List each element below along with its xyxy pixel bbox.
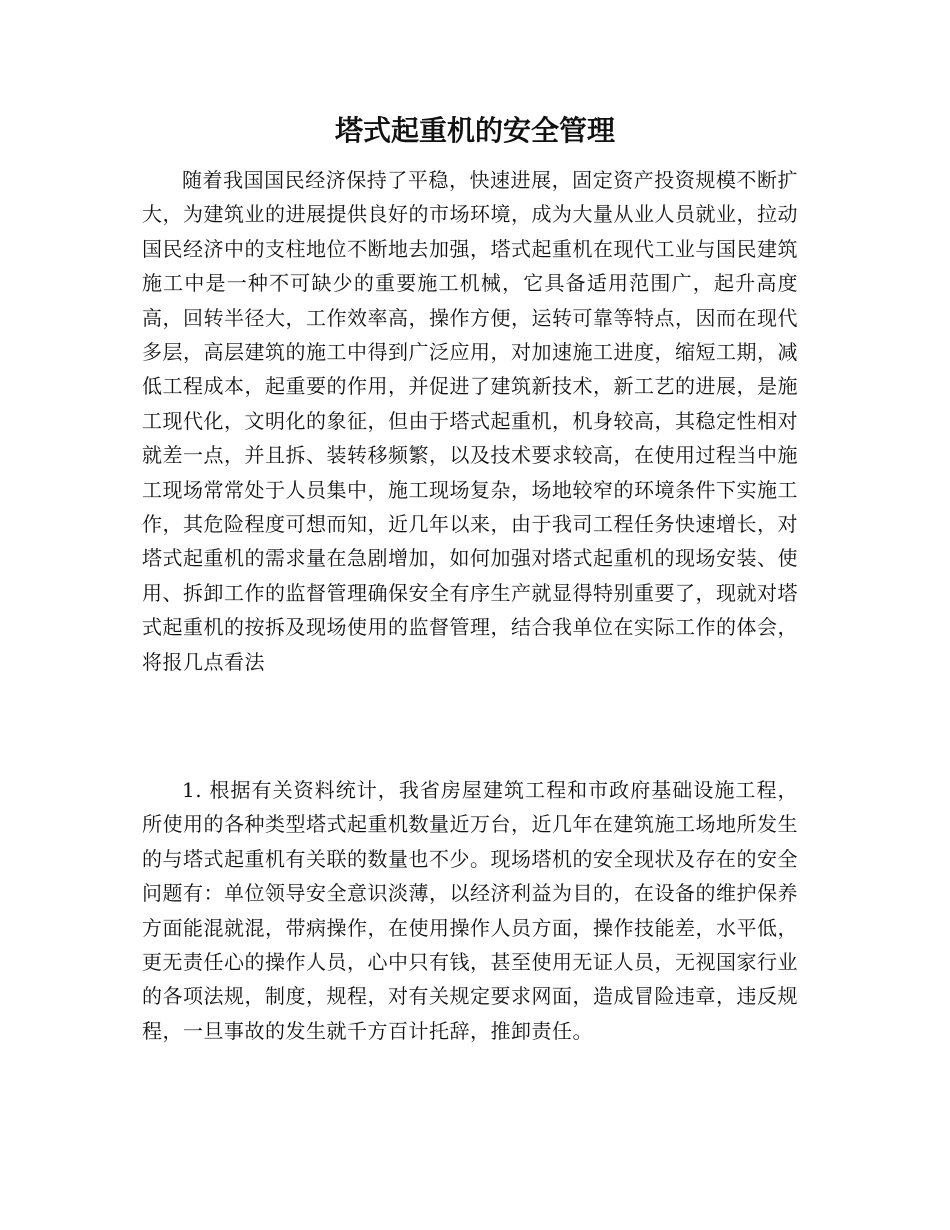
- document-title: 塔式起重机的安全管理: [334, 114, 615, 147]
- body-paragraph-intro: 随着我国国民经济保持了平稳，快速进展，固定资产投资规模不断扩大，为建筑业的进展提供良好的市场环境，成为大量从业人员就业，拉动国民经济中的支柱地位不断地去加强，塔式起重机在现代工业与国民建筑施工中是一种不可缺少的重要施工机械，它具备适用范围广，起升高度高，回转半径大，工作效率高，操作方便，运转可靠等特点，因而在现代多层，高层建筑的施工中得到广泛应用，对加速施工进度，缩短工期，减低工程成本，起重要的作用，并促进了建筑新技术，新工艺的进展，是施工现代化，文明化的象征，但由于塔式起重机，机身较高，其稳定性相对就差一点，并且拆、装转移频繁，以及技术要求较高，在使用过程当中施工现场常常处于人员集中，施工现场复杂，场地较窄的环境条件下实施工作，其危险程度可想而知，近几年以来，由于我司工程任务快速增长，对塔式起重机的需求量在急剧增加，如何加强对塔式起重机的现场安装、使用、拆卸工作的监督管理确保安全有序生产就显得特别重要了，现就对塔式起重机的按拆及现场使用的监督管理，结合我单位在实际工作的体会，将报几点看法: [142, 168, 798, 674]
- body-paragraph-point-1: 1. 根据有关资料统计，我省房屋建筑工程和市政府基础设施工程，所使用的各种类型塔式起重机数量近万台，近几年在建筑施工场地所发生的与塔式起重机有关联的数量也不少。现场塔机的安全现状及存在的安全问题有：单位领导安全意识淡薄，以经济利益为目的，在设备的维护保养方面能混就混，带病操作，在使用操作人员方面，操作技能差，水平低，更无责任心的操作人员，心中只有钱，甚至使用无证人员，无视国家行业的各项法规，制度，规程，对有关规定要求网面，造成冒险违章，违反规程，一旦事故的发生就千方百计托辞，推卸责任。: [142, 778, 798, 1043]
